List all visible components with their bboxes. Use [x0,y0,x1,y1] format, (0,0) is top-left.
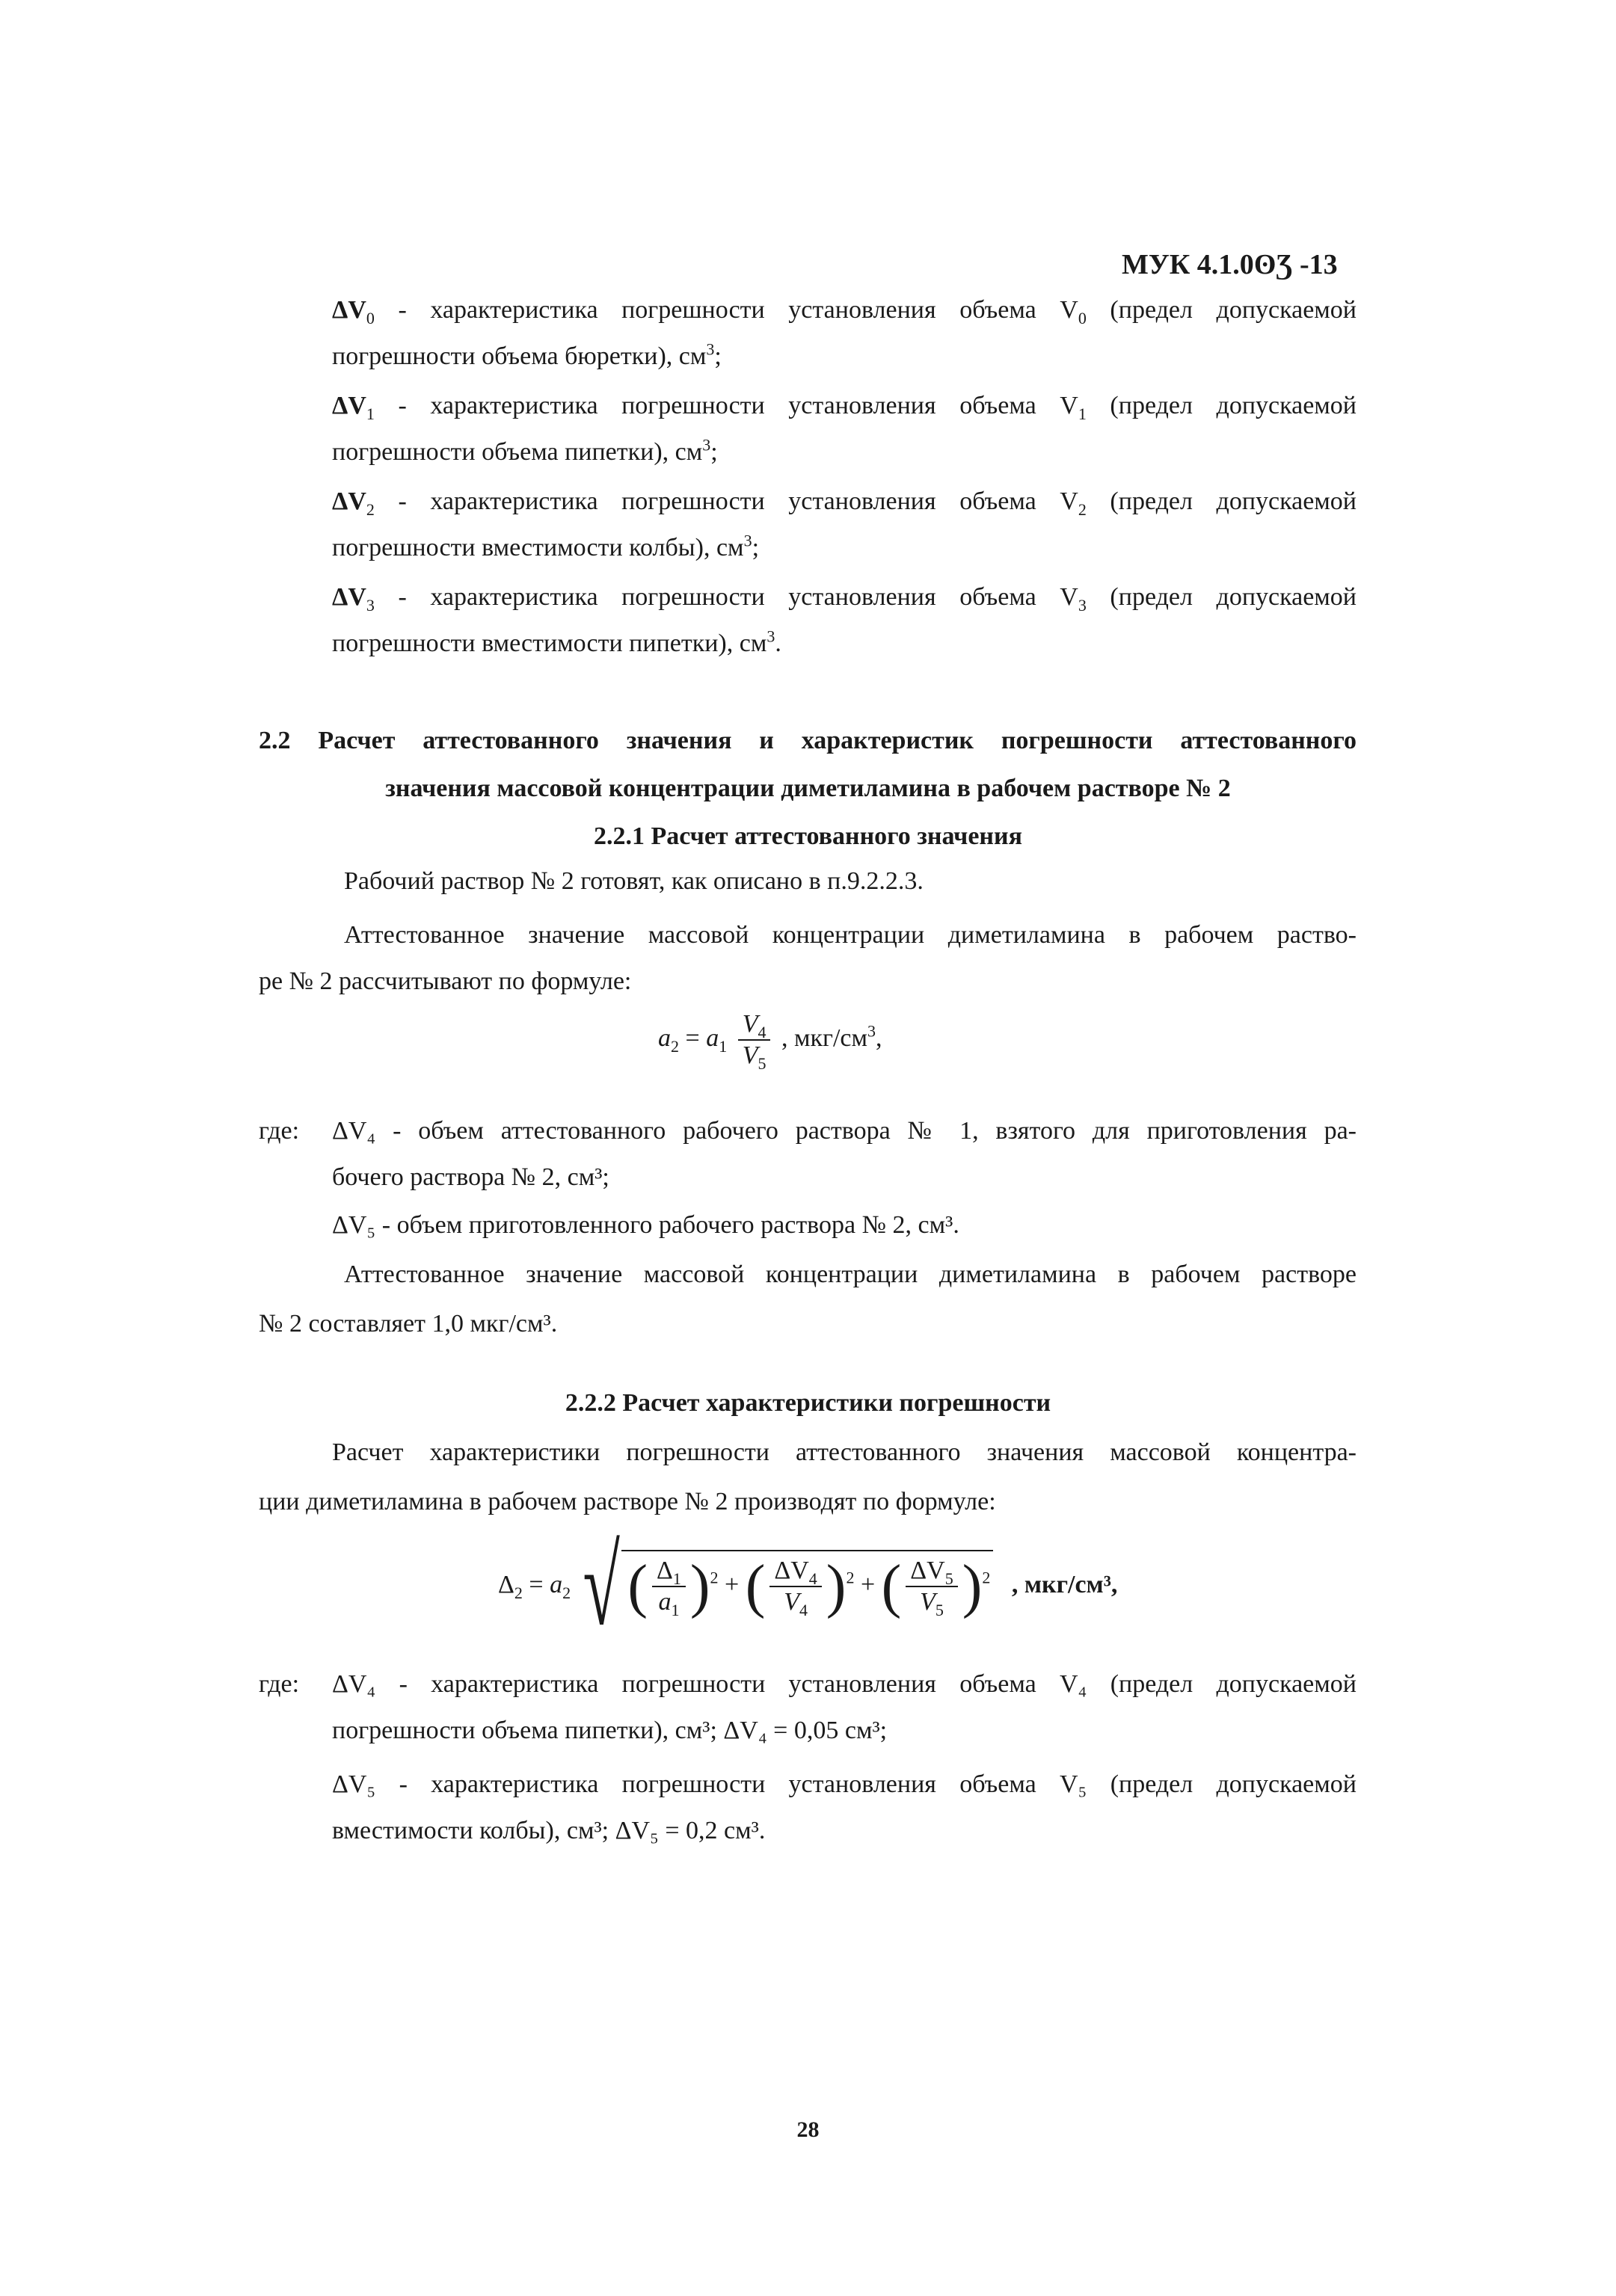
delta-def-3-line1: $\Delta V_3$ - характеристика погрешности установления объема $V_3$ (предел допускаемой [332,583,1357,615]
delta-def-1-line1: $\Delta V_1$ - характеристика погрешности установления объема $V_1$ (предел допускаемой [332,392,1357,423]
def-v4-line1: ΔV₄ - объем аттестованного рабочего раствора № 1, взятого для приготовления ра- [332,1117,1357,1145]
formula-delta2-a2: $a_2$ [550,1570,571,1602]
paragraph-error-intro-line1: Расчет характеристики погрешности аттестованного значения массовой концентра- [332,1438,1357,1466]
document-code-prefix: МУК 4.1.0 [1122,249,1254,280]
section-2-2-title-line1: 2.2 Расчет аттестованного значения и характеристик погрешности аттестованного [259,727,1357,754]
delta-def-3-line2: погрешности вместимости пипетки), $см^3$. [332,627,781,657]
err-def-v5-line1: ΔV₅ - характеристика погрешности установления объема V₅ (предел допускаемой [332,1770,1357,1798]
err-def-v4-line1: ΔV₄ - характеристика погрешности установления объема V₄ (предел допускаемой [332,1670,1357,1698]
delta-def-0-line1: $\Delta V_0$ - характеристика погрешности установления объема $V_0$ (предел допускаемой [332,296,1357,327]
section-2-2-1-title: 2.2.1 Расчет аттестованного значения [593,822,1023,850]
def-v4-line2: бочего раствора № 2, см³; [332,1163,609,1191]
paragraph-error-intro-line2: ции диметиламина в рабочем растворе № 2 производят по формуле: [259,1488,996,1515]
where-label-2: где: [259,1670,300,1698]
paragraph-formula-intro-line2: ре № 2 рассчитывают по формуле: [259,967,632,995]
result-line2: № 2 составляет 1,0 мкг/см³. [259,1310,558,1338]
paragraph-working-solution: Рабочий раствор № 2 готовят, как описано в п.9.2.2.3. [344,867,924,895]
document-code-tail: -13 [1299,249,1338,280]
formula-a2-a1: $a_1$ [706,1024,728,1056]
err-def-v4-line2: погрешности объема пипетки), см³; ΔV₄ = 0,05 см³; [332,1717,888,1744]
err-def-v5-line2: вместимости колбы), см³; ΔV₅ = 0,2 см³. [332,1817,766,1844]
delta-def-2-line2: погрешности вместимости колбы), $см^3$; [332,531,760,561]
section-2-2-title-line2: значения массовой концентрации диметиламина в рабочем растворе № 2 [385,775,1231,802]
document-code-glyph: ʘƷ [1253,249,1293,280]
formula-a2-fraction: $\frac{V_4}{V_5}$ [738,1009,771,1071]
def-v5: ΔV₅ - объем приготовленного рабочего раствора № 2, см³. [332,1211,959,1239]
formula-delta2: $\Delta_2 = a_2$ √ ( $\frac{\Delta_1}{a_1}$ )$^2$ + ( $\frac{\Delta V_4}{V_4}$ )$^2$ + ( $\frac{\Delta V_5}{V_5}$ )$^2$ , мкг/см³, [498,1524,1118,1649]
delta-def-2-line1: $\Delta V_2$ - характеристика погрешности установления объема $V_2$ (предел допускаемой [332,487,1357,519]
section-2-2-2-title: 2.2.2 Расчет характеристики погрешности [565,1389,1051,1417]
delta-def-0-line2: погрешности объема бюретки), $см^3$; [332,339,722,370]
formula-radicand: ( $\frac{\Delta_1}{a_1}$ )$^2$ + ( $\frac{\Delta V_4}{V_4}$ )$^2$ + ( $\frac{\Delta V_5}{V_5}$ )$^2$ [621,1550,993,1617]
paragraph-formula-intro-line1: Аттестованное значение массовой концентрации диметиламина в рабочем раство- [344,921,1357,949]
formula-a2: $a_2 = a_1$ $\frac{V_4}{V_5}$ , мкг/$см^3$, [658,1010,882,1073]
document-code [1122,248,1338,281]
page-number: 28 [796,2117,820,2142]
formula-delta2-lhs: $\Delta_2$ [498,1570,523,1602]
formula-a2-lhs: $a_2$ [658,1024,679,1056]
sqrt-icon: √ [583,1524,620,1649]
delta-def-1-line2: погрешности объема пипетки), $см^3$; [332,435,718,466]
where-label-1: где: [259,1117,300,1145]
result-line1: Аттестованное значение массовой концентрации диметиламина в рабочем растворе [344,1261,1357,1288]
